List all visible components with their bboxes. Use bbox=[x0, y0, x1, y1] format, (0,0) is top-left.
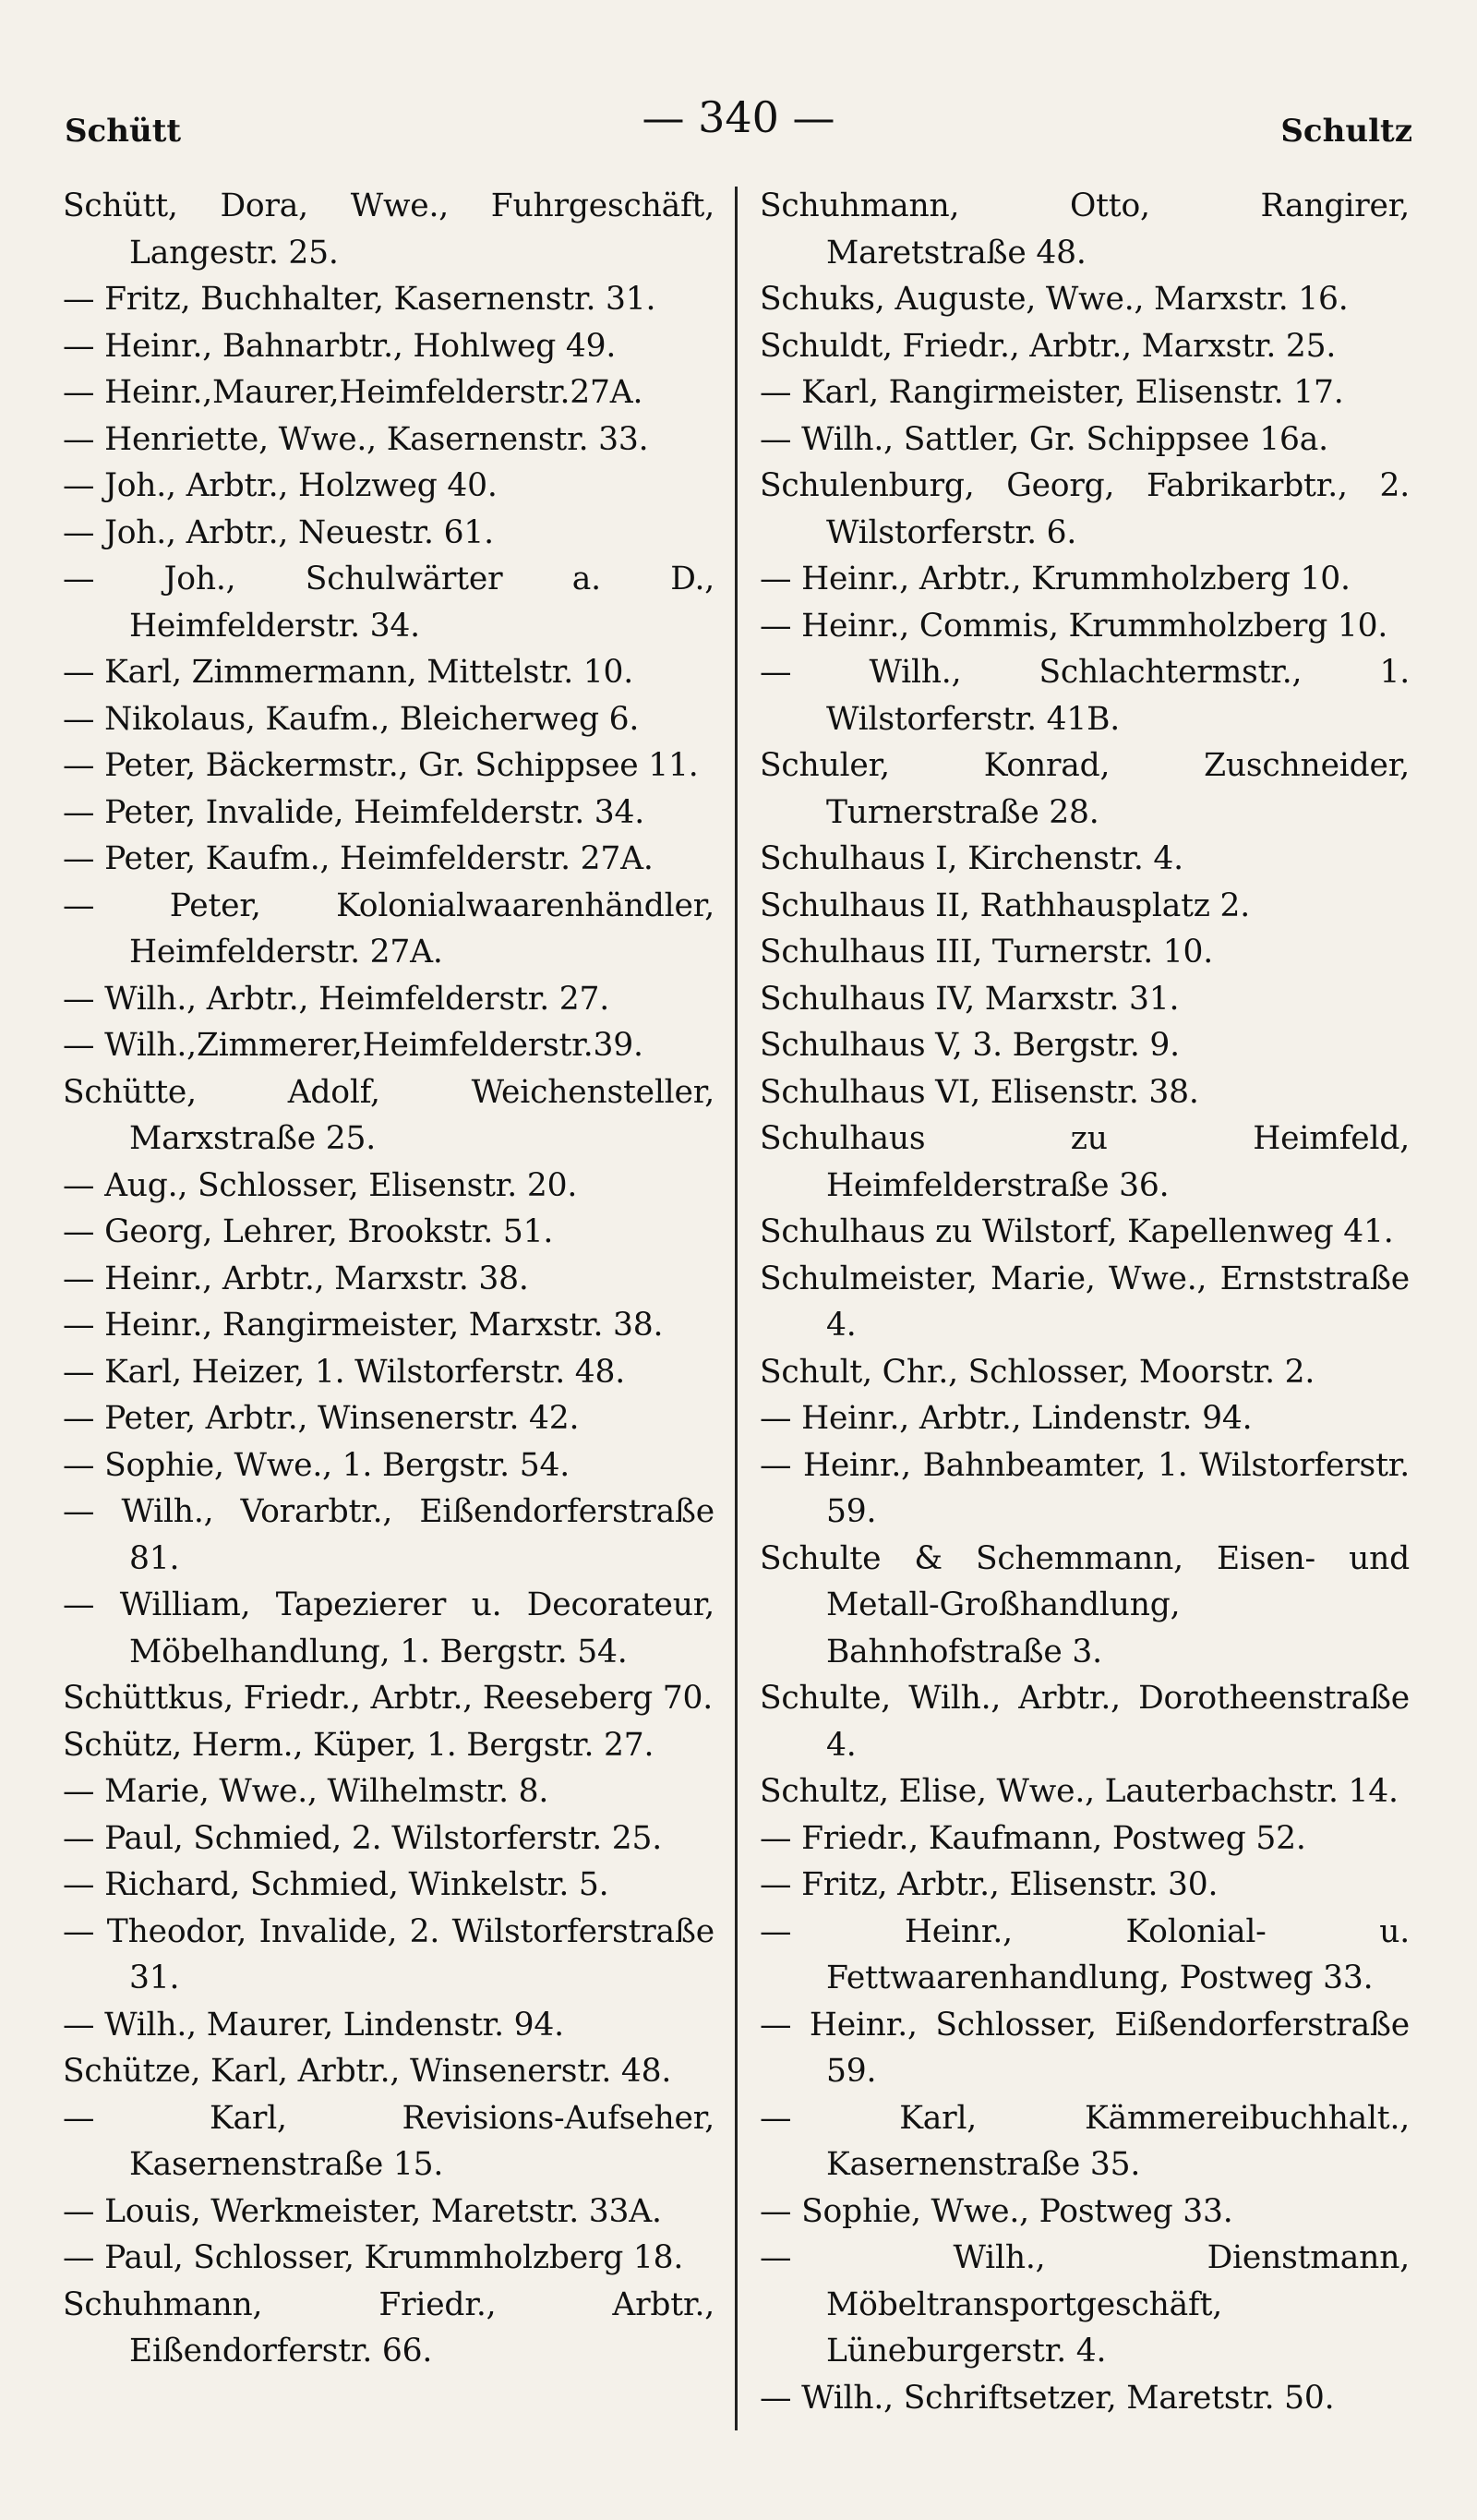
directory-entry: Schulhaus II, Rathhausplatz 2. bbox=[760, 886, 1251, 924]
directory-entry: — Louis, Werkmeister, Maretstr. 33A. bbox=[63, 2192, 662, 2230]
directory-entry: Schult, Chr., Schlosser, Moorstr. 2. bbox=[760, 1353, 1315, 1391]
directory-entry: Schuks, Auguste, Wwe., Marxstr. 16. bbox=[760, 281, 1349, 318]
directory-entry: Schulhaus IV, Marxstr. 31. bbox=[760, 980, 1180, 1018]
directory-entry: — Theodor, Invalide, 2. Wilstorferstraße 31. bbox=[63, 1912, 714, 1996]
directory-entry: Schuhmann, Friedr., Arbtr., Eißendorferstr. 66. bbox=[63, 2285, 714, 2369]
directory-entry: Schütt, Dora, Wwe., Fuhrgeschäft, Langestr. 25. bbox=[63, 187, 714, 271]
directory-entry: Schulhaus I, Kirchenstr. 4. bbox=[760, 840, 1183, 877]
directory-entry: — Wilh., Schlachtermstr., 1. Wilstorferstr. 41B. bbox=[760, 654, 1410, 738]
directory-entry: — Heinr., Arbtr., Marxstr. 38. bbox=[63, 1260, 529, 1297]
directory-entry: — Georg, Lehrer, Brookstr. 51. bbox=[63, 1213, 554, 1250]
directory-entry: Schulhaus zu Wilstorf, Kapellenweg 41. bbox=[760, 1213, 1394, 1250]
directory-entry: — Wilh., Schriftsetzer, Maretstr. 50. bbox=[760, 2379, 1335, 2417]
directory-entry: — Karl, Rangirmeister, Elisenstr. 17. bbox=[760, 374, 1344, 411]
directory-entry: — Heinr., Kolonial- u. Fettwaarenhandlung, Postweg 33. bbox=[760, 1912, 1410, 1996]
right-column bbox=[745, 183, 1410, 2473]
directory-entry: — Heinr., Bahnarbtr., Hohlweg 49. bbox=[63, 327, 617, 365]
directory-entry: — Joh., Schulwärter a. D., Heimfelderstr. 34. bbox=[63, 561, 714, 645]
directory-entry: Schulenburg, Georg, Fabrikarbtr., 2. Wilstorferstr. 6. bbox=[760, 467, 1410, 551]
directory-entry: — Heinr., Bahnbeamter, 1. Wilstorferstr. 59. bbox=[760, 1446, 1410, 1530]
directory-entry: — William, Tapezierer u. Decorateur, Möbelhandlung, 1. Bergstr. 54. bbox=[63, 1586, 714, 1670]
directory-entry: — Heinr.,Maurer,Heimfelderstr.27A. bbox=[63, 374, 643, 411]
directory-entry: — Joh., Arbtr., Neuestr. 61. bbox=[63, 513, 494, 551]
directory-columns bbox=[63, 183, 1412, 2473]
directory-entry: Schultz, Elise, Wwe., Lauterbachstr. 14. bbox=[760, 1773, 1399, 1810]
directory-entry: Schulhaus zu Heimfeld, Heimfelderstraße 36. bbox=[760, 1120, 1410, 1204]
directory-entry: Schuhmann, Otto, Rangirer, Maretstraße 48. bbox=[760, 187, 1410, 271]
directory-entry: — Henriette, Wwe., Kasernenstr. 33. bbox=[63, 420, 649, 458]
header-left-catchword: Schütt bbox=[65, 113, 182, 150]
directory-entry: — Wilh., Vorarbtr., Eißendorferstraße 81. bbox=[63, 1493, 714, 1577]
directory-entry: — Wilh., Sattler, Gr. Schippsee 16a. bbox=[760, 420, 1328, 458]
directory-entry: — Peter, Invalide, Heimfelderstr. 34. bbox=[63, 793, 645, 831]
directory-entry: Schulhaus V, 3. Bergstr. 9. bbox=[760, 1027, 1180, 1064]
directory-entry: — Karl, Heizer, 1. Wilstorferstr. 48. bbox=[63, 1353, 626, 1391]
directory-entry: Schulhaus VI, Elisenstr. 38. bbox=[760, 1073, 1199, 1111]
directory-entry: — Karl, Zimmermann, Mittelstr. 10. bbox=[63, 654, 634, 691]
directory-entry: — Sophie, Wwe., Postweg 33. bbox=[760, 2192, 1233, 2230]
directory-entry: — Heinr., Rangirmeister, Marxstr. 38. bbox=[63, 1307, 664, 1344]
directory-entry: Schütz, Herm., Küper, 1. Bergstr. 27. bbox=[63, 1726, 654, 1764]
page-number: — 340 — bbox=[642, 92, 835, 142]
column-divider bbox=[735, 187, 738, 2430]
directory-entry: Schuler, Konrad, Zuschneider, Turnerstraße 28. bbox=[760, 747, 1410, 831]
directory-entry: — Fritz, Buchhalter, Kasernenstr. 31. bbox=[63, 281, 656, 318]
directory-entry: — Wilh.,Zimmerer,Heimfelderstr.39. bbox=[63, 1027, 643, 1064]
directory-entry: — Peter, Arbtr., Winsenerstr. 42. bbox=[63, 1400, 580, 1437]
directory-entry: — Aug., Schlosser, Elisenstr. 20. bbox=[63, 1166, 578, 1204]
left-column bbox=[63, 183, 727, 2473]
directory-entry: Schuldt, Friedr., Arbtr., Marxstr. 25. bbox=[760, 327, 1337, 365]
directory-entry: — Heinr., Arbtr., Lindenstr. 94. bbox=[760, 1400, 1253, 1437]
directory-entry: — Fritz, Arbtr., Elisenstr. 30. bbox=[760, 1866, 1219, 1903]
directory-entry: Schulmeister, Marie, Wwe., Ernststraße 4. bbox=[760, 1260, 1410, 1344]
directory-entry: — Joh., Arbtr., Holzweg 40. bbox=[63, 467, 498, 504]
directory-entry: — Paul, Schmied, 2. Wilstorferstr. 25. bbox=[63, 1819, 663, 1857]
directory-entry: — Karl, Kämmereibuchhalt., Kasernenstraße 35. bbox=[760, 2099, 1410, 2183]
directory-entry: — Wilh., Arbtr., Heimfelderstr. 27. bbox=[63, 980, 609, 1018]
directory-entry: — Peter, Bäckermstr., Gr. Schippsee 11. bbox=[63, 747, 699, 784]
directory-entry: — Wilh., Dienstmann, Möbeltransportgeschäft, Lüneburgerstr. 4. bbox=[760, 2239, 1410, 2369]
directory-entry: — Heinr., Schlosser, Eißendorferstraße 59. bbox=[760, 2006, 1410, 2090]
header-right-catchword: Schultz bbox=[1280, 113, 1412, 150]
directory-entry: — Wilh., Maurer, Lindenstr. 94. bbox=[63, 2006, 564, 2044]
directory-entry: Schulte & Schemmann, Eisen- und Metall-Großhandlung, Bahnhofstraße 3. bbox=[760, 1539, 1410, 1670]
directory-entry: — Heinr., Commis, Krummholzberg 10. bbox=[760, 607, 1388, 645]
directory-entry: — Paul, Schlosser, Krummholzberg 18. bbox=[63, 2239, 684, 2276]
directory-entry: Schüttkus, Friedr., Arbtr., Reeseberg 70. bbox=[63, 1680, 714, 1717]
directory-entry: — Friedr., Kaufmann, Postweg 52. bbox=[760, 1819, 1306, 1857]
directory-entry: — Nikolaus, Kaufm., Bleicherweg 6. bbox=[63, 700, 640, 738]
directory-entry: — Peter, Kaufm., Heimfelderstr. 27A. bbox=[63, 840, 654, 877]
directory-entry: — Marie, Wwe., Wilhelmstr. 8. bbox=[63, 1773, 549, 1810]
directory-entry: — Sophie, Wwe., 1. Bergstr. 54. bbox=[63, 1446, 570, 1484]
directory-entry: Schütze, Karl, Arbtr., Winsenerstr. 48. bbox=[63, 2053, 672, 2090]
directory-entry: — Karl, Revisions-Aufseher, Kasernenstraße 15. bbox=[63, 2099, 714, 2183]
directory-entry: Schulte, Wilh., Arbtr., Dorotheenstraße 4. bbox=[760, 1680, 1410, 1764]
directory-entry: — Heinr., Arbtr., Krummholzberg 10. bbox=[760, 561, 1351, 597]
directory-entry: — Peter, Kolonialwaarenhändler, Heimfelderstr. 27A. bbox=[63, 886, 714, 971]
directory-entry: — Richard, Schmied, Winkelstr. 5. bbox=[63, 1866, 609, 1903]
page-header bbox=[65, 92, 1412, 157]
directory-entry: Schulhaus III, Turnerstr. 10. bbox=[760, 934, 1214, 971]
directory-entry: Schütte, Adolf, Weichensteller, Marxstraße 25. bbox=[63, 1073, 714, 1157]
